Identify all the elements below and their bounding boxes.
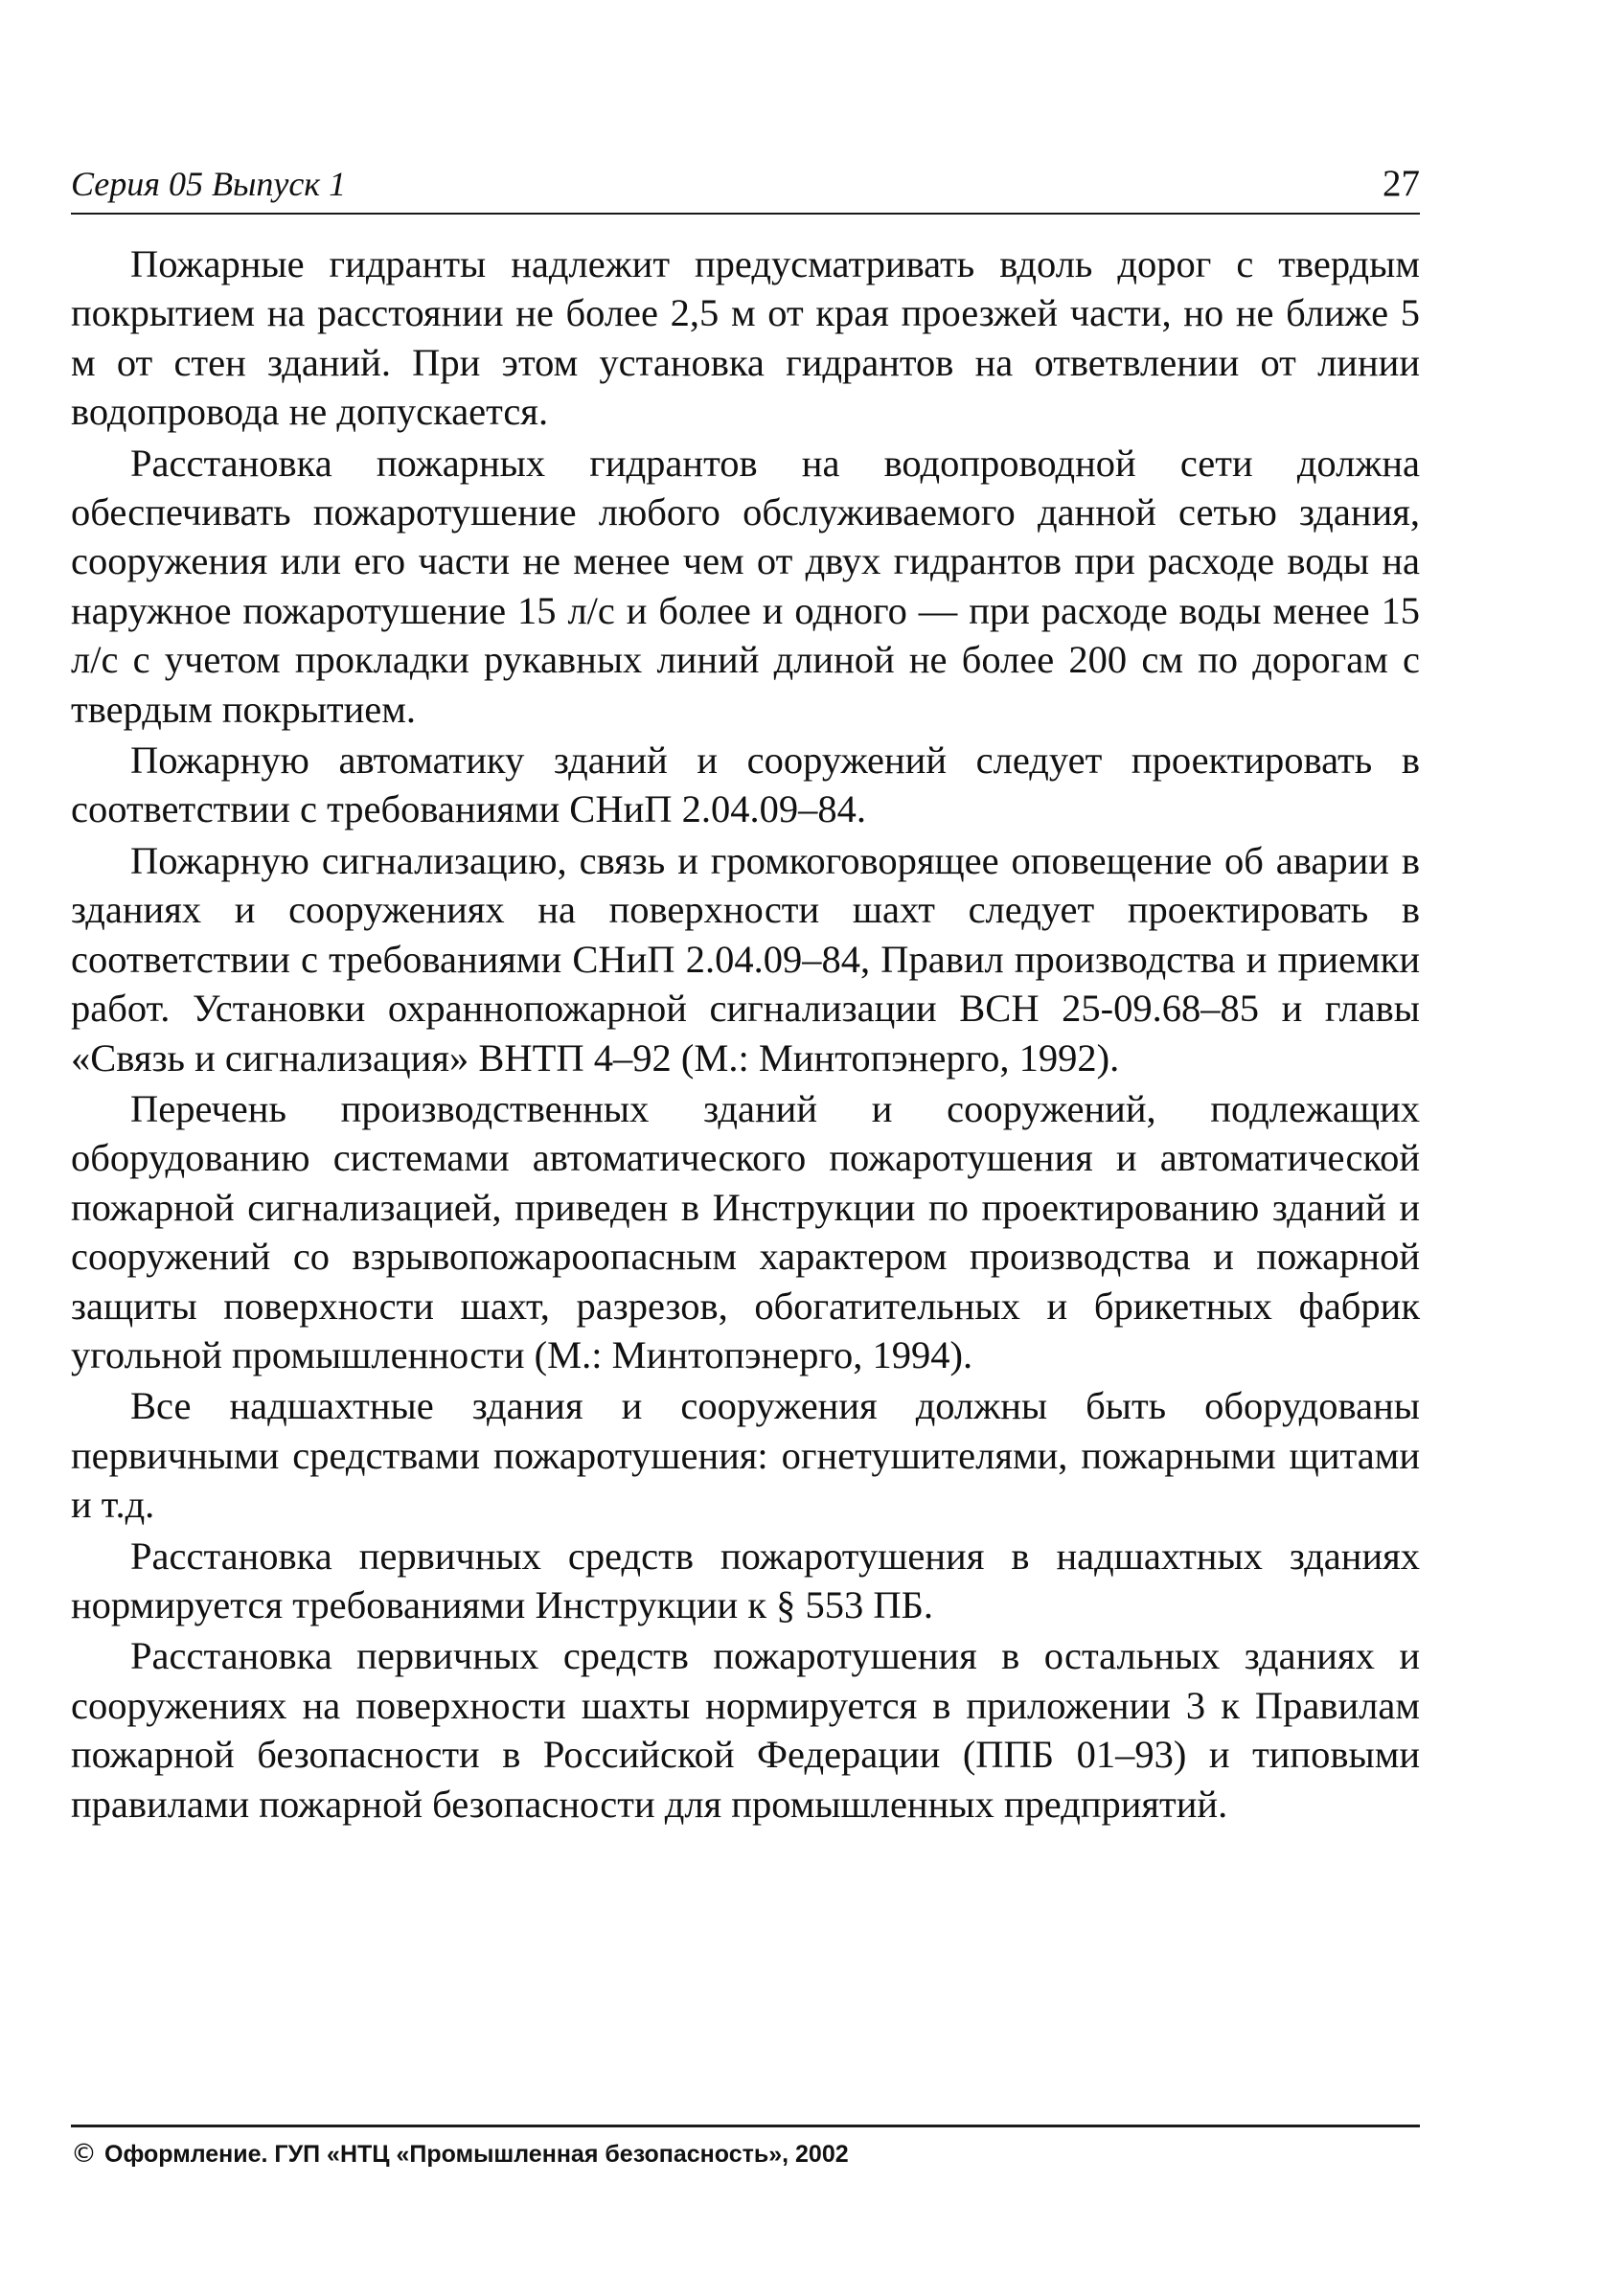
- paragraph-fire-automation: Пожарную автоматику зданий и сооружений следует проектировать в соответствии с требованиями СНиП 2.04.09–84.: [71, 739, 1420, 831]
- paragraph-fire-alarm: Пожарную сигнализацию, связь и громкоговорящее оповещение об аварии в зданиях и сооружениях на поверхности шахт следует проектировать в соответствии с требованиями СНиП 2.04.09–84, Правил производства и приемки работ. Установки охраннопожарной сигнализации ВСН 25-09.68–85 и главы «Связь и сигнализация» ВНТП 4–92 (М.: Минтопэнерго, 1992).: [71, 838, 1420, 1080]
- footer-divider: [71, 2125, 1420, 2127]
- header-divider: [71, 213, 1420, 215]
- paragraph-other-buildings: Расстановка первичных средств пожаротушения в остальных зданиях и сооружениях на поверхности шахты нормируется в приложении 3 к Правилам пожарной безопасности в Российской Федерации (ППБ 01–93) и типовыми правилами пожарной безопасности для промышленных предприятий.: [71, 1634, 1420, 1826]
- paragraph-building-list: Перечень производственных зданий и сооружений, подлежащих оборудованию системами автоматического пожаротушения и автоматической пожарной сигнализацией, приведен в Инструкции по проектированию зданий и сооружений со взрывопожароопасным характером производства и пожарной защиты поверхности шахт, разрезов, обогатительных и брикетных фабрик угольной промышленности (М.: Минтопэнерго, 1994).: [71, 1086, 1420, 1376]
- body-text: [71, 239, 1420, 1830]
- paragraph-primary-equipment: Все надшахтные здания и сооружения должны быть оборудованы первичными средствами пожаротушения: огнетушителями, пожарными щитами и т.д.: [71, 1384, 1420, 1527]
- copyright-icon: ©: [71, 2139, 97, 2169]
- copyright-text: Оформление. ГУП «НТЦ «Промышленная безопасность», 2002: [104, 2141, 849, 2168]
- paragraph-headframe-buildings: Расстановка первичных средств пожаротушения в надшахтных зданиях нормируется требованиями Инструкции к § 553 ПБ.: [71, 1534, 1420, 1626]
- page-number: 27: [1383, 163, 1420, 204]
- series-title: Серия 05 Выпуск 1: [71, 165, 347, 203]
- paragraph-hydrants-placement: Пожарные гидранты надлежит предусматривать вдоль дорог с твердым покрытием на расстоянии не более 2,5 м от края проезжей части, но не ближе 5 м от стен зданий. При этом установка гидрантов на ответвлении от линии водопровода не допускается.: [71, 242, 1420, 434]
- copyright-notice: [71, 2138, 849, 2171]
- page-footer: [71, 2125, 1420, 2192]
- page-header: [71, 163, 1420, 220]
- paragraph-hydrants-arrangement: Расстановка пожарных гидрантов на водопроводной сети должна обеспечивать пожаротушение любого обслуживаемого данной сетью здания, сооружения или его части не менее чем от двух гидрантов при расходе воды на наружное пожаротушение 15 л/с и более и одного — при расходе воды менее 15 л/с с учетом прокладки рукавных линий длиной не более 200 см по дорогам с твердым покрытием.: [71, 441, 1420, 731]
